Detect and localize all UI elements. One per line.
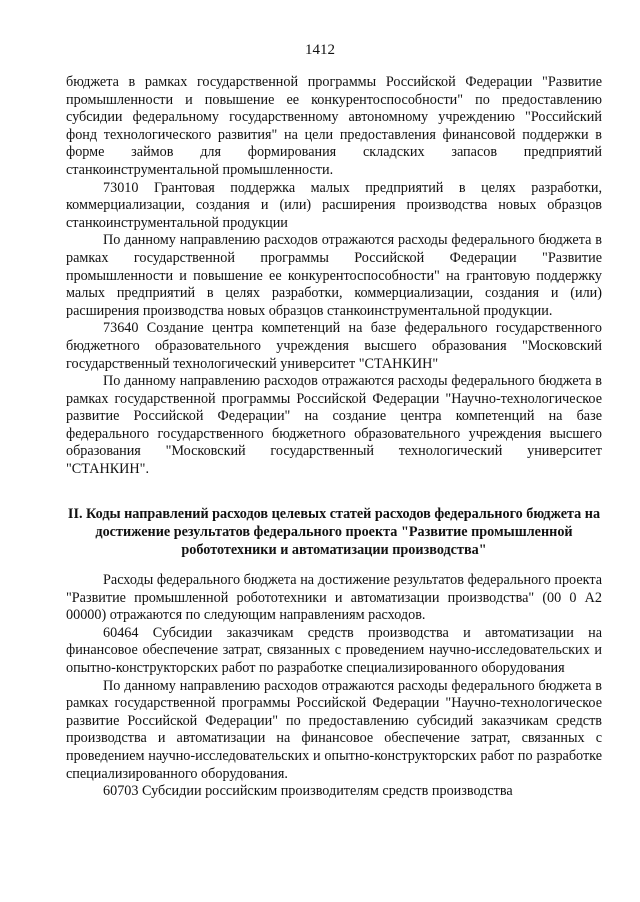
paragraph: бюджета в рамках государственной программы Российской Федерации "Развитие промышленности и повышение ее конкурентоспособности" по предоставлению субсидии федеральному государственному автономному учреждению "Российский фонд технологического развития" на цели предоставления финансовой поддержки в форме займов для формирования складских запасов предприятий станкоинструментальной промышленности. [66, 74, 602, 178]
paragraph: 60464 Субсидии заказчикам средств производства и автоматизации на финансовое обеспечение затрат, связанных с проведением научно-исследовательских и опытно-конструкторских работ по разработке специализированного оборудования [66, 624, 602, 676]
paragraph: 73640 Создание центра компетенций на базе федерального государственного бюджетного образовательного учреждения высшего образования "Московский государственный технологический университет "СТАНКИН" [66, 320, 602, 372]
paragraph: 60703 Субсидии российским производителям средств производства [103, 783, 513, 800]
page-number: 1412 [305, 42, 335, 58]
paragraph: Расходы федерального бюджета на достижение результатов федерального проекта "Развитие промышленной робототехники и автоматизации производства" (00 0 А2 00000) отражаются по следующим направлениям расходов. [66, 572, 602, 624]
section-2-body [66, 572, 602, 801]
section-2-heading: II. Коды направлений расходов целевых статей расходов федерального бюджета на достижение результатов федерального проекта "Развитие промышленной робототехники и автоматизации производства" [67, 506, 601, 558]
paragraph: По данному направлению расходов отражаются расходы федерального бюджета в рамках государственной программы Российской Федерации "Научно-технологическое развитие Российской Федерации" на создание центра компетенций на базе федерального государственного бюджетного образовательного учреждения высшего образования "Московский государственный технологический университет "СТАНКИН". [66, 373, 602, 478]
paragraph: 73010 Грантовая поддержка малых предприятий в целях разработки, коммерциализации, создания и (или) расширения производства новых образцов станкоинструментальной продукции [66, 179, 602, 231]
section-1-body [66, 74, 602, 479]
paragraph: По данному направлению расходов отражаются расходы федерального бюджета в рамках государственной программы Российской Федерации "Научно-технологическое развитие Российской Федерации" по предоставлению субсидий заказчикам средств производства и автоматизации на финансовое обеспечение затрат, связанных с проведением научно-исследовательских и опытно-конструкторских работ по разработке специализированного оборудования. [66, 677, 602, 782]
paragraph: По данному направлению расходов отражаются расходы федерального бюджета в рамках государственной программы Российской Федерации "Развитие промышленности и повышение ее конкурентоспособности" на грантовую поддержку малых предприятий в целях разработки, коммерциализации, создания и (или) расширения производства новых образцов станкоинструментальной продукции. [66, 232, 602, 319]
